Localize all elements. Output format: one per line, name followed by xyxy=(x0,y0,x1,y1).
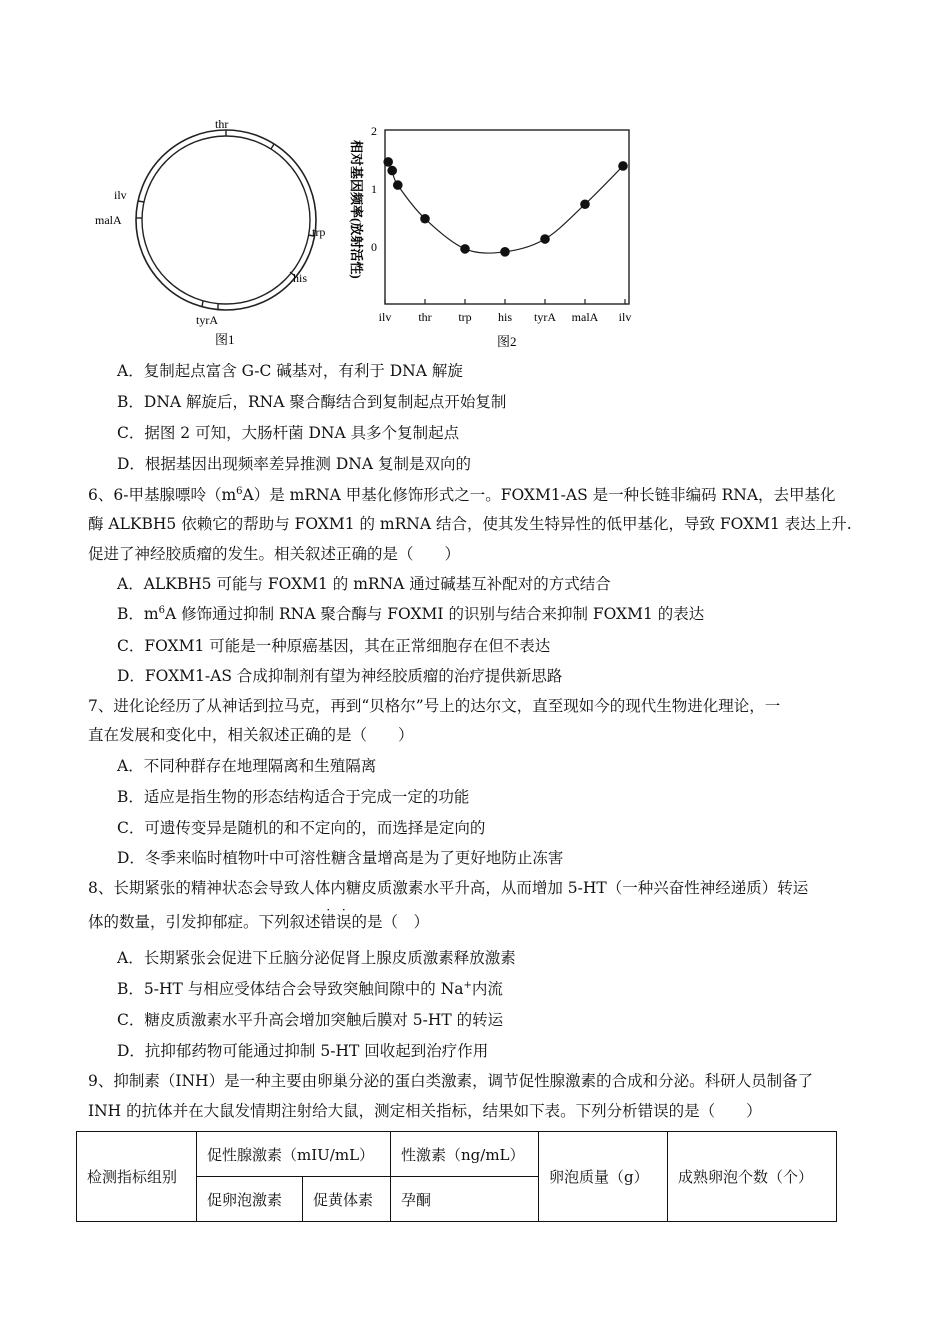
data-point xyxy=(540,234,550,244)
q7-stem-line-1: 7、进化论经历了从神话到拉马克，再到“贝格尔”号上的达尔文，直至现如今的现代生物进化理论，一 xyxy=(88,697,781,715)
x-tick-label: tyrA xyxy=(534,310,556,324)
label-thr: thr xyxy=(215,118,229,131)
y-tick-label: 1 xyxy=(371,182,377,196)
q7-option-d: D．冬季来临时植物叶中可溶性糖含量增高是为了更好地防止冻害 xyxy=(117,849,564,867)
q6-stem-line-3: 促进了神经胶质瘤的发生。相关叙述正确的是（ ） xyxy=(88,545,461,563)
header-gonadotropin: 促性腺激素（mIU/mL） xyxy=(197,1132,391,1177)
q6-stem-line-2: 酶 ALKBH5 依赖它的帮助与 FOXM1 的 mRNA 结合，使其发生特异性的低甲基化，导致 FOXM1 表达上升. xyxy=(88,515,852,533)
data-point xyxy=(393,180,403,190)
q8-option-d: D．抗抑郁药物可能通过抑制 5-HT 回收起到治疗作用 xyxy=(117,1042,489,1060)
data-point xyxy=(618,161,628,171)
figure-1-circular-map xyxy=(88,118,350,350)
x-tick-label: malA xyxy=(571,310,599,324)
q5-option-d: D．根据基因出现频率差异推测 DNA 复制是双向的 xyxy=(117,455,471,473)
figure-1-caption: 图1 xyxy=(215,332,235,347)
q7-stem-line-2: 直在发展和变化中，相关叙述正确的是（ ） xyxy=(88,726,414,744)
q6-option-c: C．FOXM1 可能是一种原癌基因，其在正常细胞存在但不表达 xyxy=(117,637,551,655)
q5-option-b: B．DNA 解旋后，RNA 聚合酶结合到复制起点开始复制 xyxy=(117,393,507,411)
header-group: 检测指标组别 xyxy=(77,1132,197,1222)
data-points xyxy=(383,157,627,257)
q6-option-b: B．$m^6A$ 修饰通过抑制 RNA 聚合酶与 FOXMI 的识别与结合来抑制 FOXM1 的表达 xyxy=(117,605,705,623)
header-lh: 促黄体素 xyxy=(303,1177,391,1222)
q8-stem-line-2: 体的数量，引发抑郁症。下列叙述错 · 误 · 的是（ ） xyxy=(88,903,430,931)
header-sex-hormone: 性激素（ng/mL） xyxy=(391,1132,539,1177)
figure-2-caption: 图2 xyxy=(497,334,517,349)
q7-option-c: C．可遗传变异是随机的和不定向的，而选择是定向的 xyxy=(117,819,486,837)
label-tyrA: tyrA xyxy=(196,313,218,327)
x-tick-label: thr xyxy=(418,310,432,324)
chromosome-outer-circle xyxy=(136,130,316,310)
q6-stem-line-1: 6、6-甲基腺嘌呤$(m^6A)$是 mRNA 甲基化修饰形式之一。FOXM1-AS 是一种长链非编码 RNA，去甲基化 xyxy=(88,486,836,504)
q5-option-a: A．复制起点富含 G-C 碱基对，有利于 DNA 解旋 xyxy=(117,362,463,380)
q6-option-a: A．ALKBH5 可能与 FOXM1 的 mRNA 通过碱基互补配对的方式结合 xyxy=(117,575,611,593)
header-egg-mass: 卵泡质量（g） xyxy=(539,1132,668,1222)
q9-stem-line-2: INH 的抗体并在大鼠发情期注射给大鼠，测定相关指标，结果如下表。下列分析错误的是（ ） xyxy=(88,1102,762,1120)
x-tick-labels xyxy=(379,310,632,324)
data-point xyxy=(460,244,470,254)
data-point xyxy=(580,199,590,209)
label-his: his xyxy=(293,271,308,285)
data-point xyxy=(383,157,393,167)
data-point xyxy=(500,247,510,257)
q6-option-d: D．FOXM1-AS 合成抑制剂有望为神经胶质瘤的治疗提供新思路 xyxy=(117,667,563,685)
q7-option-b: B．适应是指生物的形态结构适合于完成一定的功能 xyxy=(117,788,470,806)
y-tick-label: 0 xyxy=(371,240,377,254)
x-tick-marks xyxy=(385,299,625,304)
y-tick-label: 2 xyxy=(371,124,377,138)
x-tick-label: his xyxy=(497,310,513,324)
chromosome-inner-circle xyxy=(142,136,310,304)
results-table xyxy=(76,1131,837,1222)
figure-2-chart xyxy=(340,120,645,352)
label-trp: trp xyxy=(312,225,326,239)
q8-option-c: C．糖皮质激素水平升高会增加突触后膜对 5-HT 的转运 xyxy=(117,1011,504,1029)
q8-option-b: B．5-HT 与相应受体结合会导致突触间隙中的 Na+内流 xyxy=(117,980,503,998)
q9-stem-line-1: 9、抑制素（INH）是一种主要由卵巢分泌的蛋白类激素，调节促性腺激素的合成和分泌。科研人员制备了 xyxy=(88,1072,814,1090)
header-mature-count: 成熟卵泡个数（个） xyxy=(668,1132,837,1222)
label-ilv: ilv xyxy=(114,188,127,202)
x-tick-label: ilv xyxy=(618,310,632,324)
x-tick-label: trp xyxy=(458,310,472,324)
marker-origin xyxy=(271,144,274,149)
y-ticks xyxy=(371,124,377,254)
q7-option-a: A．不同种群存在地理隔离和生殖隔离 xyxy=(117,757,377,775)
header-fsh: 促卵泡激素 xyxy=(197,1177,303,1222)
x-tick-label: ilv xyxy=(378,310,392,324)
data-point xyxy=(420,214,430,224)
label-malA: malA xyxy=(95,213,122,227)
header-progesterone: 孕酮 xyxy=(391,1177,539,1222)
q5-option-c: C．据图 2 可知，大肠杆菌 DNA 具多个复制起点 xyxy=(117,424,460,442)
q8-option-a: A．长期紧张会促进下丘脑分泌促肾上腺皮质激素释放激素 xyxy=(117,949,516,967)
marker-ilv xyxy=(138,201,144,202)
marker-tyrA-1 xyxy=(202,301,203,307)
q8-stem-line-1: 8、长期紧张的精神状态会导致人体内糖皮质激素水平升高，从而增加 5-HT（一种兴奋性神经递质）转运 xyxy=(88,879,809,897)
y-axis-label: 相对基因频率(放射活性) xyxy=(349,140,364,279)
table-header-row xyxy=(77,1132,837,1177)
data-point xyxy=(387,166,397,176)
